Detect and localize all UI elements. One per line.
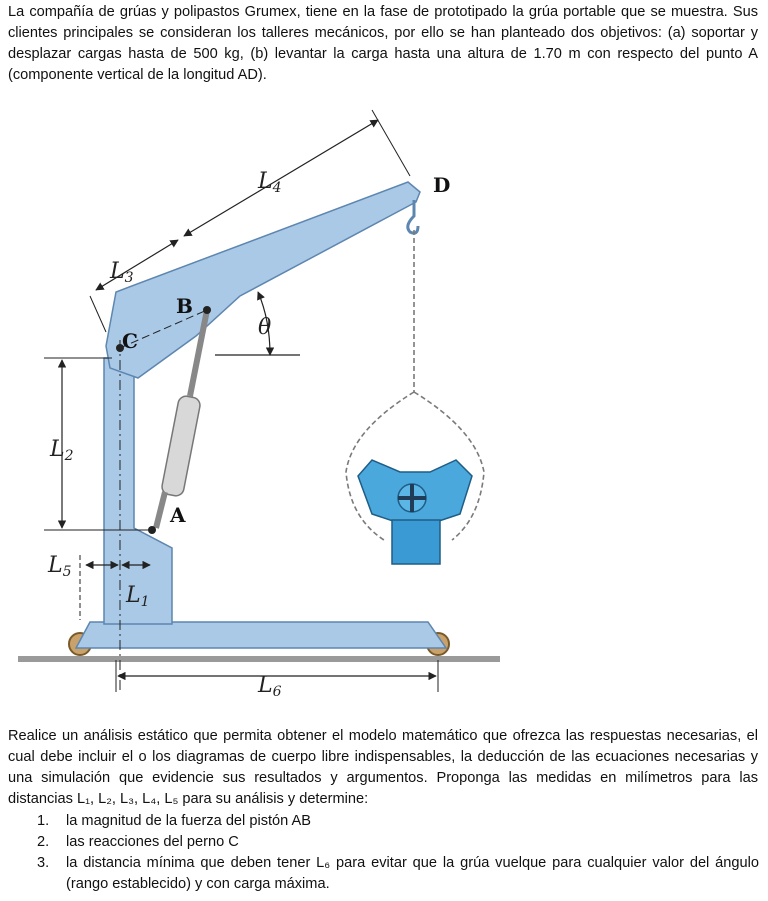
ground-line — [18, 656, 500, 662]
piston-cylinder — [161, 395, 202, 497]
label-D: D — [433, 173, 451, 197]
item-number: 1. — [37, 813, 50, 829]
boom — [106, 182, 420, 378]
label-L3: L3 — [110, 259, 134, 286]
label-L2: L2 — [50, 437, 74, 464]
l3-ext — [90, 296, 106, 332]
label-L6: L6 — [258, 673, 282, 700]
item-text: la distancia mínima que deben tener L₆ para evitar que la grúa vuelque para cualquier valor del ángulo (rango establecido) y con carga máxima. — [66, 855, 759, 892]
label-A: A — [170, 503, 186, 527]
list-item — [37, 832, 759, 853]
label-B: B — [176, 294, 193, 318]
item-number: 2. — [37, 834, 50, 850]
list-item — [37, 853, 759, 895]
crane-figure — [0, 100, 520, 700]
label-theta: θ — [258, 315, 272, 340]
item-text: las reacciones del perno C — [66, 834, 239, 850]
engine-load — [358, 460, 472, 564]
intro-paragraph: La compañía de grúas y polipastos Grumex, tiene en la fase de prototipado la grúa portable que se muestra. Sus clientes principales se consideran los talleres mecánicos, por ello se han planteado dos objetivos: (a) soportar y desplazar cargas hasta de 500 kg, (b) levantar la carga hasta una altura de 1.70 m con respecto del punto A (componente vertical de la longitud AD). — [8, 4, 758, 83]
label-L5: L5 — [48, 553, 72, 580]
label-C: C — [122, 329, 138, 353]
item-number: 3. — [37, 855, 50, 871]
piston-lower — [156, 492, 165, 528]
question-list — [37, 811, 759, 895]
label-L4: L4 — [258, 169, 282, 196]
base-beam — [76, 622, 446, 648]
list-item — [37, 811, 759, 832]
label-L1: L1 — [126, 583, 150, 610]
item-text: la magnitud de la fuerza del pistón AB — [66, 813, 312, 829]
analysis-paragraph: Realice un análisis estático que permita obtener el modelo matemático que ofrezca las respuestas necesarias, el cual debe incluir el o los diagramas de cuerpo libre indispensables, la deducción de las ecuaciones necesarias y una simulación que evidencie sus resultados y argumentos. Proponga las medidas en milímetros para las distancias L₁, L₂, L₃, L₄, L₅ para su análisis y determine: — [8, 728, 758, 807]
